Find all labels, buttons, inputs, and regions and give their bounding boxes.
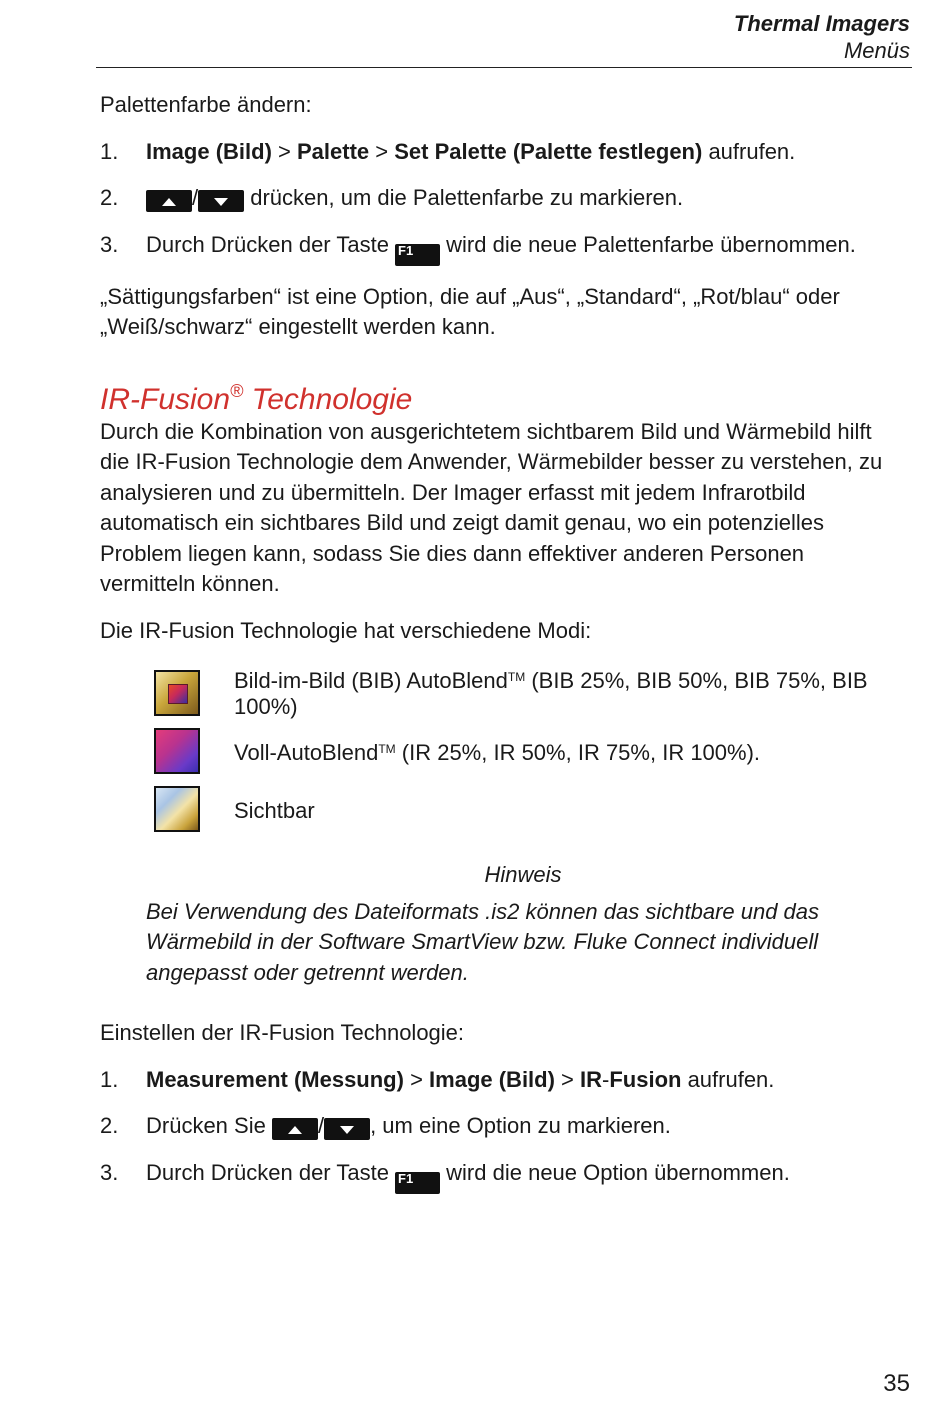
header-title: Thermal Imagers <box>733 11 910 36</box>
step-number: 1. <box>100 138 119 164</box>
menu-path-part: IR <box>580 1066 603 1092</box>
step-number: 3. <box>100 1159 119 1185</box>
section-body: Durch die Kombination von ausgerichtetem sichtbarem Bild und Wärmebild hilft die IR-Fusion Technologie dem Anwender, Wärmebilder besser zu verstehen, zu analysieren und zu übermitteln. Der Imager erfasst mit jedem Infrarotbild automatisch ein sichtbares Bild und zeigt damit genau, wo ein potenzielles Problem liegen kann, sodass Sie dies dann effektiver anderen Personen vermitteln können. <box>100 418 883 596</box>
registered-mark: ® <box>230 380 244 401</box>
up-arrow-key-icon <box>146 190 192 212</box>
fusion-intro: Einstellen der IR-Fusion Technologie: <box>100 1020 465 1045</box>
down-arrow-key-icon <box>198 190 244 212</box>
menu-path-part: Fusion <box>609 1066 682 1092</box>
palette-step-2: 2. / drücken, um die Palettenfarbe zu markieren. <box>100 183 900 214</box>
palette-step-1: 1. Image (Bild) > Palette > Set Palette (Palette festlegen) aufrufen. <box>100 137 900 168</box>
down-arrow-key-icon <box>324 1118 370 1140</box>
menu-path-part: Set Palette (Palette festlegen) <box>394 138 703 164</box>
visible-icon <box>154 786 200 832</box>
mode-item-full-autoblend: Voll-AutoBlend™ (IR 25%, IR 50%, IR 75%, IR 100%). <box>154 728 900 786</box>
section-title: IR-Fusion® Technologie <box>100 380 413 416</box>
page-header <box>734 10 910 64</box>
note-body: Bei Verwendung des Dateiformats .is2 können das sichtbare und das Wärmebild in der Software SmartView bzw. Fluke Connect individuell angepasst oder getrennt werden. <box>146 898 820 985</box>
page-content <box>100 90 900 1210</box>
modes-intro: Die IR-Fusion Technologie hat verschiedene Modi: <box>100 617 592 643</box>
palette-step-3: 3. Durch Drücken der Taste F1 wird die neue Palettenfarbe übernommen. <box>100 230 900 266</box>
fusion-step-1: 1. Measurement (Messung) > Image (Bild) > IR-Fusion aufrufen. <box>100 1065 900 1096</box>
header-rule <box>96 67 912 68</box>
picture-in-picture-icon <box>154 670 200 716</box>
menu-path-part: Palette <box>296 138 370 164</box>
menu-path-part: Image (Bild) <box>146 138 272 164</box>
modes-list <box>154 666 900 844</box>
menu-path-part: Measurement (Messung) <box>146 1066 404 1092</box>
menu-path-part: Image (Bild) <box>429 1066 555 1092</box>
step-number: 3. <box>100 231 119 257</box>
header-subtitle: Menüs <box>843 38 910 63</box>
fusion-step-3: 3. Durch Drücken der Taste F1 wird die neue Option übernommen. <box>100 1158 900 1194</box>
step-number: 2. <box>100 1113 119 1138</box>
palette-intro: Palettenfarbe ändern: <box>100 92 312 117</box>
step-number: 2. <box>100 185 119 210</box>
f1-key-icon: F1 <box>395 244 440 266</box>
mode-item-pip: Bild-im-Bild (BIB) AutoBlend™ (BIB 25%, BIB 50%, BIB 75%, BIB 100%) <box>154 666 900 728</box>
saturation-text: „Sättigungsfarben“ ist eine Option, die auf „Aus“, „Standard“, „Rot/blau“ oder „Weiß/schwarz“ eingestellt werden kann. <box>100 283 840 339</box>
up-arrow-key-icon <box>272 1118 318 1140</box>
fusion-step-2: 2. Drücken Sie / , um eine Option zu markieren. <box>100 1111 900 1142</box>
page-number: 35 <box>883 1370 910 1397</box>
note-title: Hinweis <box>484 862 562 887</box>
full-autoblend-icon <box>154 728 200 774</box>
step-number: 1. <box>100 1066 119 1092</box>
mode-item-visible: Sichtbar <box>154 786 900 844</box>
f1-key-icon: F1 <box>395 1172 440 1194</box>
